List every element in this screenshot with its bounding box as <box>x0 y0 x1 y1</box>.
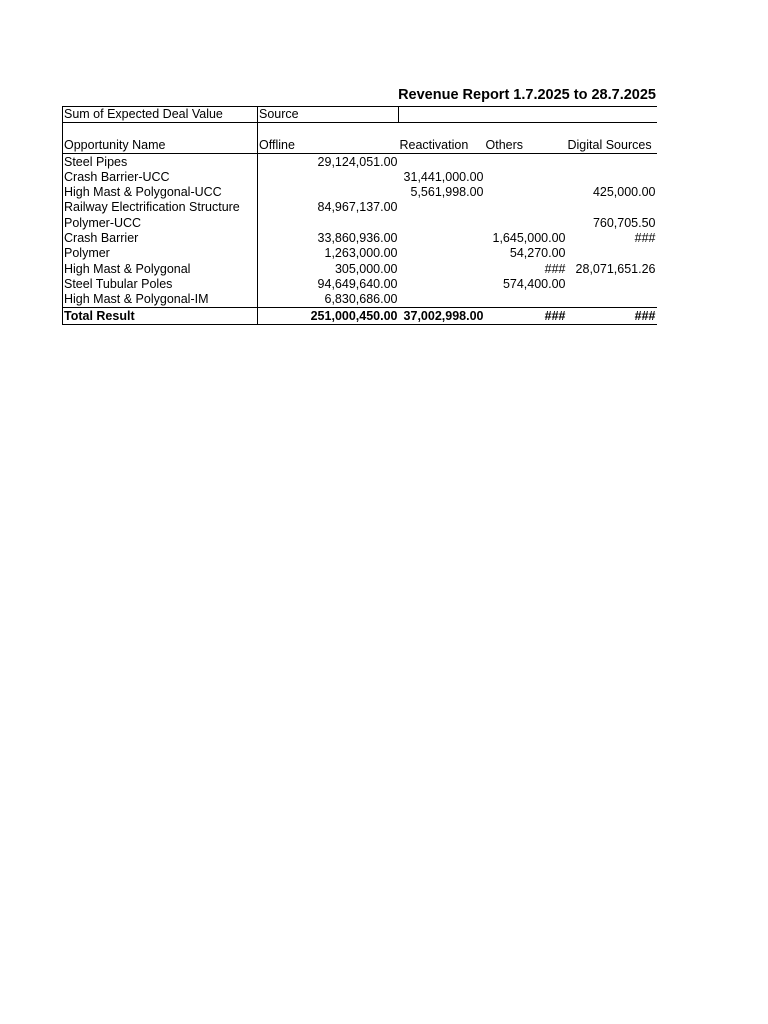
pivot-table <box>62 106 657 325</box>
value-cell-others[interactable]: 1,645,000.00 <box>492 231 566 246</box>
total-offline[interactable]: 251,000,450.00 <box>258 308 399 324</box>
opportunity-name-cell[interactable]: Steel Pipes <box>63 154 258 170</box>
table-row <box>63 185 657 200</box>
value-cell-digital-sources[interactable]: 760,705.50 <box>592 215 656 230</box>
pivot-top-row <box>63 107 657 123</box>
table-row <box>63 215 657 230</box>
total-label[interactable]: Total Result <box>63 308 258 324</box>
source-filler <box>399 107 485 123</box>
value-cell-others[interactable] <box>485 154 567 170</box>
opportunity-name-cell[interactable]: Crash Barrier-UCC <box>63 170 258 185</box>
value-cell-digital-sources[interactable] <box>567 277 657 292</box>
corner-label[interactable]: Sum of Expected Deal Value <box>63 107 258 123</box>
value-cell-digital-sources[interactable]: 425,000.00 <box>592 185 656 200</box>
value-cell-digital-sources[interactable] <box>567 154 657 170</box>
value-cell-offline[interactable] <box>258 170 399 185</box>
value-cell-others[interactable]: ### <box>544 261 566 276</box>
opportunity-name-cell[interactable]: Polymer <box>63 246 258 261</box>
table-row <box>63 154 657 170</box>
value-cell-offline[interactable] <box>258 185 399 200</box>
column-header-row <box>63 123 657 154</box>
opportunity-name-cell[interactable]: Railway Electrification Structure <box>63 200 258 215</box>
value-cell-offline[interactable] <box>258 215 399 230</box>
value-cell-digital-sources[interactable] <box>567 170 657 185</box>
opportunity-name-cell[interactable]: Steel Tubular Poles <box>63 277 258 292</box>
value-cell-others[interactable]: 574,400.00 <box>502 276 566 291</box>
table-row <box>63 261 657 276</box>
table-row <box>63 170 657 185</box>
source-filler <box>485 107 567 123</box>
opportunity-name-cell[interactable]: High Mast & Polygonal-UCC <box>63 185 258 200</box>
value-cell-digital-sources[interactable]: 28,071,651.26 <box>575 261 656 276</box>
column-header-digital-sources[interactable]: Digital Sources <box>567 123 657 154</box>
value-cell-offline[interactable]: 29,124,051.00 <box>258 154 399 170</box>
column-header-offline[interactable]: Offline <box>258 123 399 154</box>
total-digital-sources[interactable]: ### <box>567 308 657 324</box>
value-cell-reactivation[interactable] <box>399 231 485 246</box>
total-others[interactable]: ### <box>485 308 567 324</box>
total-reactivation[interactable]: 37,002,998.00 <box>399 308 485 324</box>
value-cell-others[interactable]: 54,270.00 <box>509 246 566 261</box>
column-header-reactivation[interactable]: Reactivation <box>399 123 485 154</box>
table-row <box>63 200 657 215</box>
value-cell-reactivation[interactable] <box>399 292 485 308</box>
value-cell-digital-sources[interactable] <box>567 292 657 308</box>
value-cell-reactivation[interactable]: 5,561,998.00 <box>410 185 484 200</box>
table-row <box>63 246 657 261</box>
opportunity-name-cell[interactable]: High Mast & Polygonal <box>63 261 258 276</box>
value-cell-digital-sources[interactable]: ### <box>634 231 656 246</box>
value-cell-reactivation[interactable] <box>399 277 485 292</box>
value-cell-others[interactable] <box>485 292 567 308</box>
value-cell-digital-sources[interactable] <box>567 200 657 215</box>
value-cell-offline[interactable]: 84,967,137.00 <box>258 200 399 215</box>
report-title: Revenue Report 1.7.2025 to 28.7.2025 <box>398 87 656 103</box>
value-cell-others[interactable] <box>485 170 567 185</box>
source-label[interactable]: Source <box>258 107 399 123</box>
value-cell-reactivation[interactable] <box>399 154 485 170</box>
value-cell-offline[interactable]: 305,000.00 <box>258 261 399 276</box>
value-cell-offline[interactable]: 33,860,936.00 <box>258 231 399 246</box>
value-cell-others[interactable] <box>485 200 567 215</box>
value-cell-offline[interactable]: 1,263,000.00 <box>258 246 399 261</box>
pivot-body <box>63 154 657 308</box>
value-cell-others[interactable] <box>485 185 567 200</box>
table-row <box>63 231 657 246</box>
value-cell-offline[interactable]: 6,830,686.00 <box>258 292 399 308</box>
source-filler <box>567 107 657 123</box>
value-cell-reactivation[interactable] <box>399 261 485 276</box>
total-row <box>63 308 657 324</box>
table-row <box>63 292 657 308</box>
table-row <box>63 277 657 292</box>
opportunity-name-cell[interactable]: High Mast & Polygonal-IM <box>63 292 258 308</box>
value-cell-reactivation[interactable] <box>399 246 485 261</box>
value-cell-others[interactable] <box>485 215 567 230</box>
opportunity-name-cell[interactable]: Crash Barrier <box>63 231 258 246</box>
row-header-label[interactable]: Opportunity Name <box>63 123 258 154</box>
value-cell-digital-sources[interactable] <box>567 246 657 261</box>
value-cell-reactivation[interactable] <box>399 200 485 215</box>
opportunity-name-cell[interactable]: Polymer-UCC <box>63 215 258 230</box>
value-cell-reactivation[interactable] <box>399 215 485 230</box>
column-header-others[interactable]: Others <box>485 123 567 154</box>
value-cell-reactivation[interactable]: 31,441,000.00 <box>403 169 484 184</box>
value-cell-offline[interactable]: 94,649,640.00 <box>258 277 399 292</box>
